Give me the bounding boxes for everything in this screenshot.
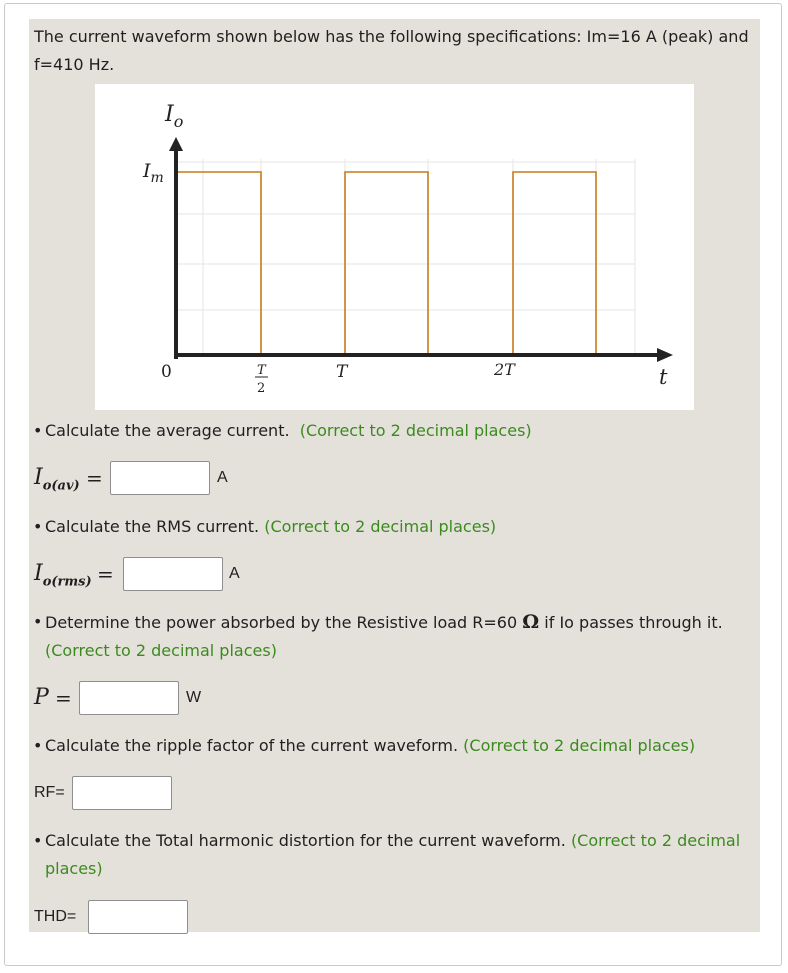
answer-row-average <box>34 461 254 495</box>
thd-input[interactable] <box>88 900 188 934</box>
answer-row-ripple <box>34 776 184 810</box>
y-axis-arrow <box>169 137 183 151</box>
peak-label-main: I <box>143 160 151 182</box>
part-4-text: Calculate the ripple factor of the current waveform. <box>45 736 459 755</box>
square-wave <box>177 172 635 354</box>
question-card <box>4 3 782 966</box>
tick-T: T <box>336 362 348 382</box>
ripple-factor-input[interactable] <box>72 776 172 810</box>
average-unit: A <box>217 469 228 486</box>
power-equals: = <box>55 686 72 710</box>
part-power <box>29 608 749 665</box>
part-1-hint: (Correct to 2 decimal places) <box>299 421 532 440</box>
ripple-label: RF= <box>34 784 65 801</box>
part-average-current <box>29 417 749 445</box>
y-axis-label-sub: o <box>173 112 184 131</box>
average-current-input[interactable] <box>110 461 210 495</box>
question-panel <box>29 19 760 932</box>
answer-row-rms <box>34 557 264 591</box>
rms-label-main: I <box>34 561 43 586</box>
bullet-dot: • <box>33 517 43 536</box>
waveform-figure <box>95 84 694 410</box>
rms-label-sub: o(rms) <box>42 574 92 590</box>
x-axis-arrow <box>657 348 673 362</box>
x-axis-label: t <box>659 365 668 389</box>
peak-label-sub: m <box>150 170 164 186</box>
power-input[interactable] <box>79 681 179 715</box>
average-label <box>34 461 80 503</box>
part-5-hint: (Correct to 2 decimal places) <box>45 831 741 878</box>
omega-symbol: Ω <box>522 611 540 633</box>
question-intro: The current waveform shown below has the following specifications: Im=16 A (peak) and f=410 Hz. <box>34 27 749 74</box>
peak-label <box>142 160 164 186</box>
waveform-svg <box>95 84 694 410</box>
rms-unit: A <box>229 565 240 582</box>
tick-half-numerator: T <box>257 363 266 378</box>
part-thd <box>29 827 749 883</box>
part-2-text: Calculate the RMS current. <box>45 517 260 536</box>
answer-row-power <box>34 681 234 715</box>
rms-current-input[interactable] <box>123 557 223 591</box>
thd-label: THD= <box>34 908 77 925</box>
part-3-hint: (Correct to 2 decimal places) <box>45 641 277 660</box>
part-5-text: Calculate the Total harmonic distortion for the current waveform. <box>45 831 566 850</box>
y-axis-label-main: I <box>165 102 174 127</box>
part-rms-current <box>29 513 749 541</box>
average-label-sub: o(av) <box>42 478 80 494</box>
bullet-dot: • <box>33 421 43 440</box>
part-3-text: Determine the power absorbed by the Resistive load R=60 <box>45 613 518 632</box>
tick-half-denominator: 2 <box>257 381 266 396</box>
bullet-dot: • <box>33 736 43 755</box>
grid-lines <box>177 159 635 354</box>
part-3-text-after: if Io passes through it. <box>544 613 723 632</box>
origin-label: 0 <box>161 362 172 382</box>
part-1-text: Calculate the average current. <box>45 421 290 440</box>
bullet-dot: • <box>33 831 43 850</box>
average-label-main: I <box>34 465 43 490</box>
average-equals: = <box>86 466 103 490</box>
power-unit: W <box>186 689 202 706</box>
tick-2T: 2T <box>494 360 515 379</box>
part-ripple-factor <box>29 732 749 760</box>
rms-equals: = <box>97 562 114 586</box>
answer-row-thd <box>34 900 194 934</box>
rms-label <box>34 557 92 599</box>
part-2-hint: (Correct to 2 decimal places) <box>264 517 497 536</box>
bullet-dot: • <box>33 612 43 631</box>
y-axis-label <box>164 102 183 131</box>
power-label: P <box>34 685 49 710</box>
part-4-hint: (Correct to 2 decimal places) <box>463 736 696 755</box>
